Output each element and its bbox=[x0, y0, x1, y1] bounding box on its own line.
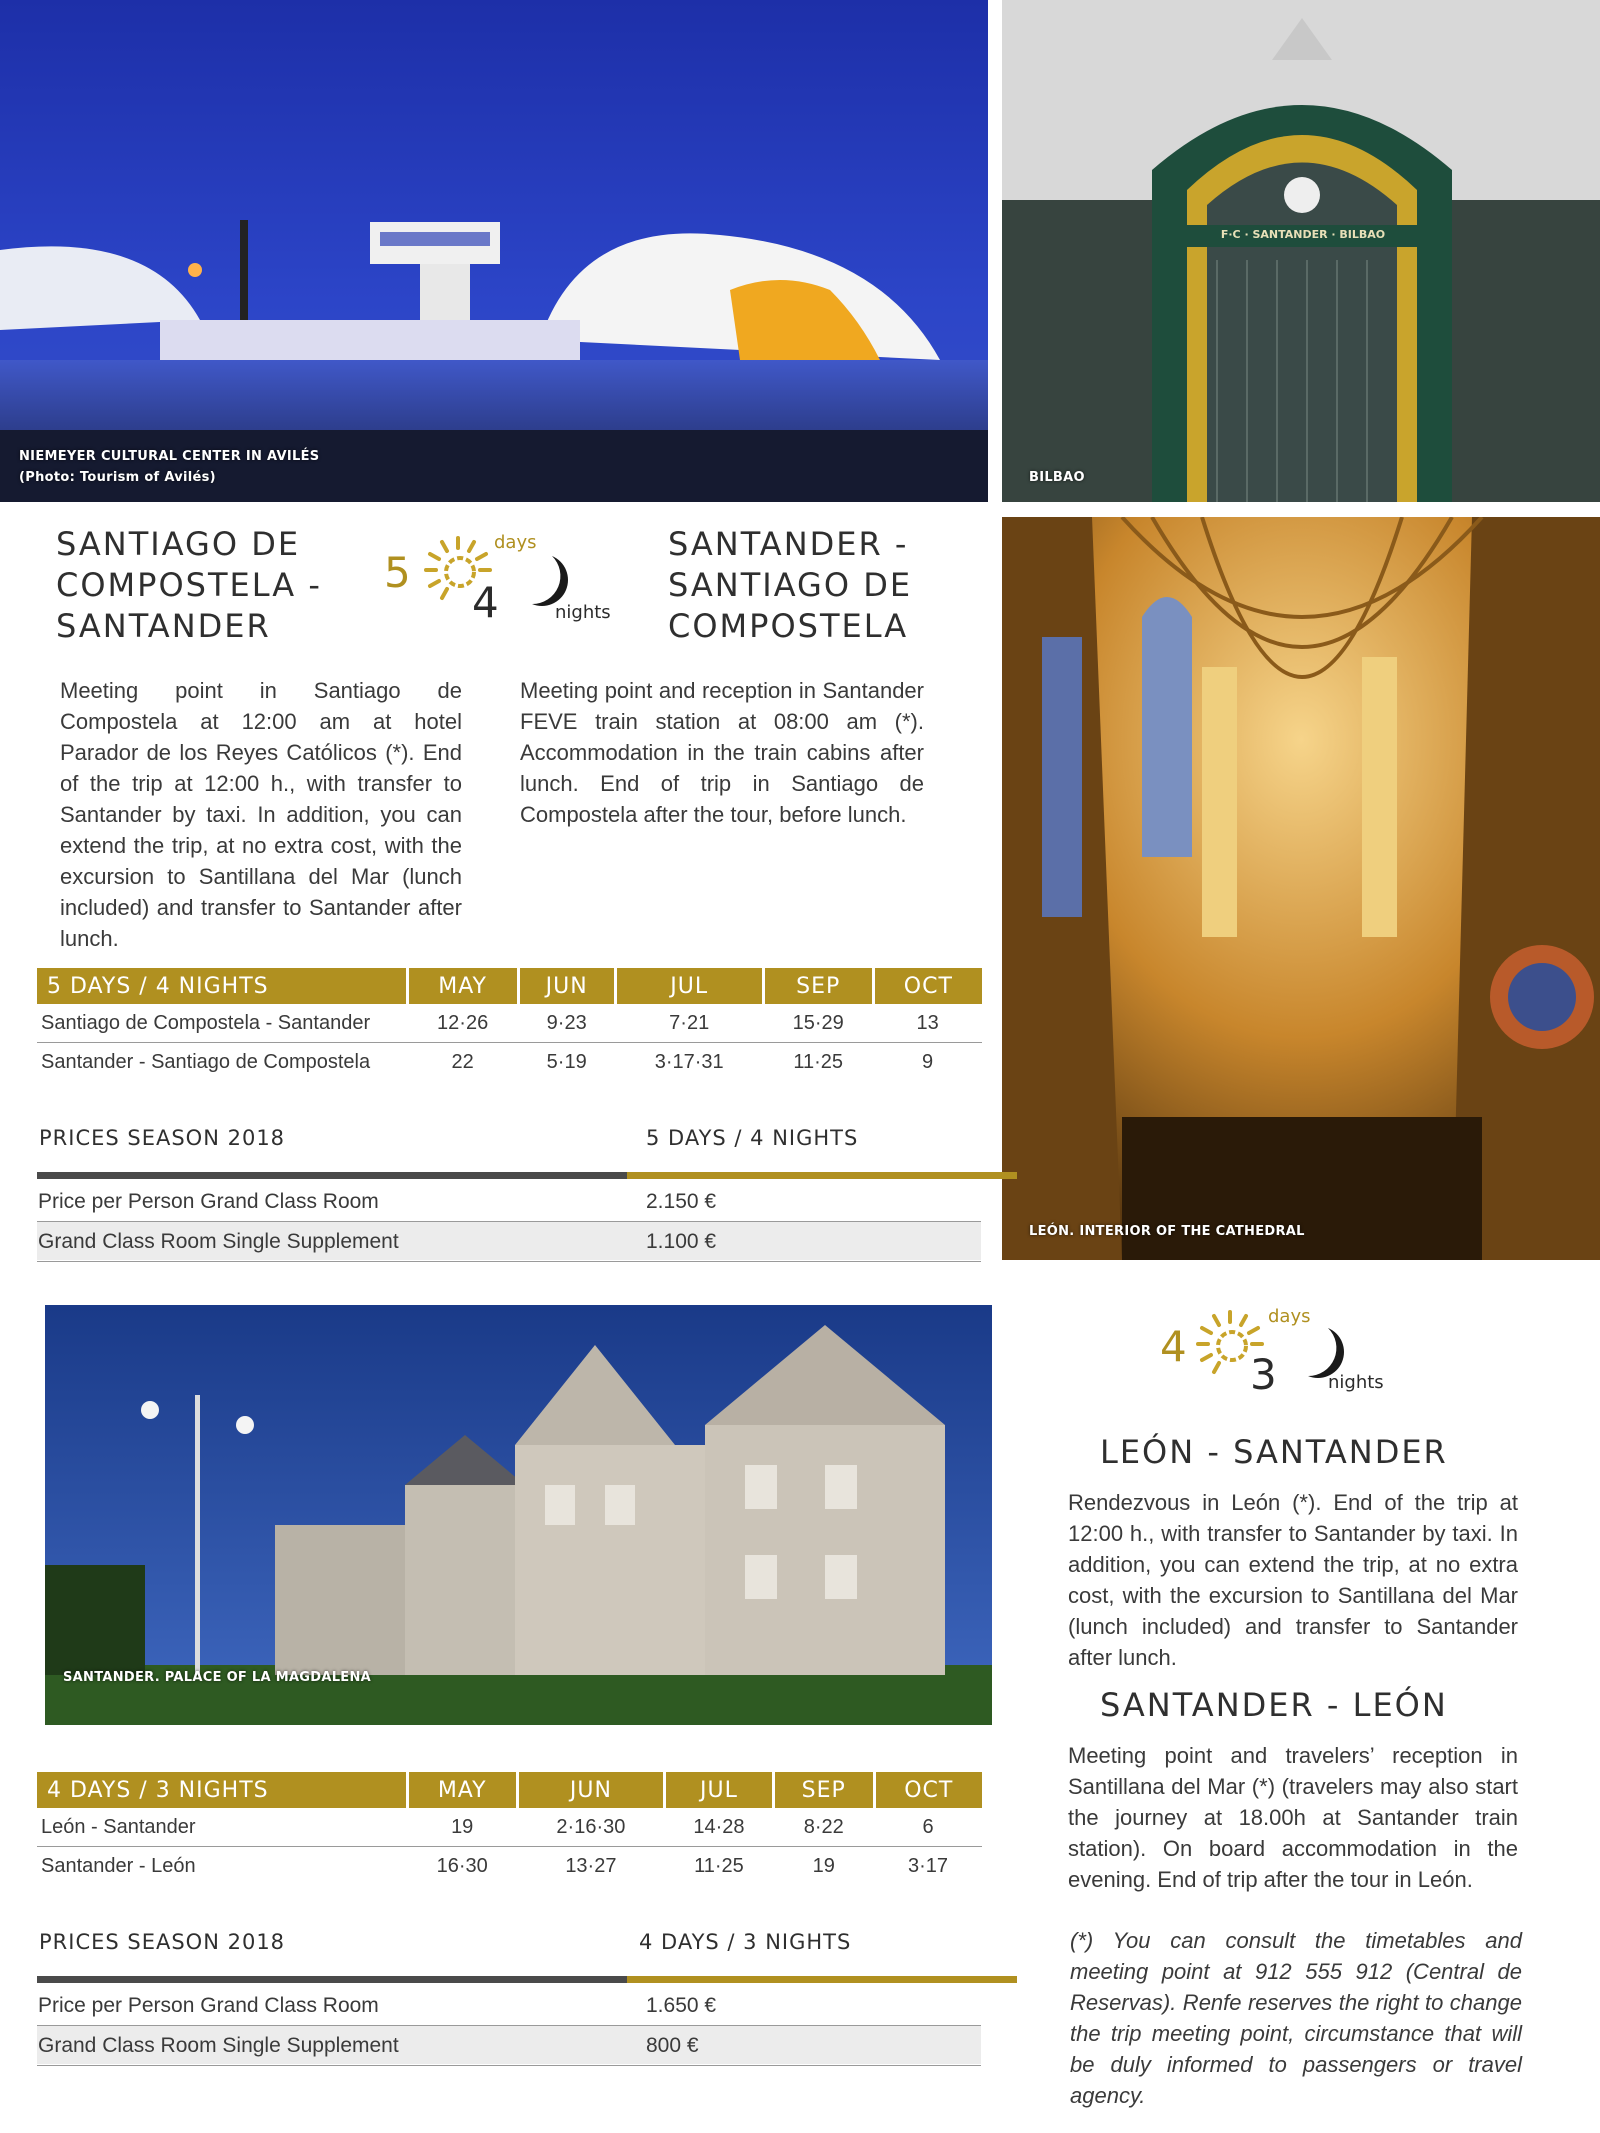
prices-divider bbox=[37, 1976, 627, 1983]
price-label: Price per Person Grand Class Room bbox=[38, 1190, 379, 1213]
photo-caption-magdalena: SANTANDER. PALACE OF LA MAGDALENA bbox=[63, 1670, 372, 1685]
nights-label: nights bbox=[555, 602, 611, 623]
nights-label: nights bbox=[1328, 1372, 1384, 1393]
duration-badge-4-days bbox=[1158, 1294, 1398, 1404]
date-cell: 19 bbox=[812, 1854, 835, 1877]
prices-table-5-days bbox=[37, 1126, 981, 1266]
route-title-santiago-santander bbox=[56, 524, 322, 647]
route-description-santiago-santander: Meeting point in Santiago de Compostela at 12:00 am at hotel Parador de los Reyes Católicos (*). End of the trip at 12:00 h., with transfer to Santander by taxi. In addition, you can extend the trip, at no extra cost, with the excursion to Santillana del Mar (lunch included) and transfer to Santander after lunch. bbox=[60, 678, 462, 951]
date-cell: 15·29 bbox=[763, 1004, 873, 1043]
route-cell: Santiago de Compostela - Santander bbox=[37, 1004, 407, 1043]
days-number: 4 bbox=[1160, 1322, 1187, 1371]
schedule-table-4-days bbox=[37, 1772, 982, 1885]
route-description-leon-santander: Rendezvous in León (*). End of the trip at 12:00 h., with transfer to Santander by taxi. In addition, you can extend the trip, at no extra cost, with the excursion to Santillana del Mar (lunch included) and transfer to Santander after lunch. bbox=[1068, 1490, 1518, 1670]
photo-caption-bilbao: BILBAO bbox=[1029, 470, 1085, 485]
row-divider bbox=[37, 2065, 981, 2066]
photo-caption-leon: LEÓN. INTERIOR OF THE CATHEDRAL bbox=[1029, 1224, 1305, 1239]
date-cell: 11·25 bbox=[694, 1854, 744, 1877]
title-line: COMPOSTELA bbox=[668, 607, 909, 645]
price-value: 1.100 € bbox=[646, 1230, 717, 1253]
month-header: JUL bbox=[615, 968, 763, 1004]
photo-niemeyer-center bbox=[0, 0, 988, 502]
photo-magdalena-palace bbox=[45, 1305, 992, 1725]
photo-caption-aviles bbox=[19, 446, 319, 488]
date-cell: 7·21 bbox=[615, 1004, 763, 1043]
prices-column-header: 4 DAYS / 3 NIGHTS bbox=[639, 1930, 852, 1954]
table-row bbox=[37, 1808, 982, 1847]
nights-number: 3 bbox=[1250, 1350, 1277, 1399]
prices-title: PRICES SEASON 2018 bbox=[39, 1930, 286, 1954]
photo-leon-cathedral bbox=[1002, 517, 1600, 1260]
date-cell: 3·17·31 bbox=[654, 1050, 724, 1073]
route-cell: Santander - León bbox=[41, 1854, 196, 1877]
route-title-santander-leon: SANTANDER - LEÓN bbox=[1100, 1686, 1448, 1724]
table-row bbox=[37, 1043, 982, 1082]
route-title-leon-santander: LEÓN - SANTANDER bbox=[1100, 1433, 1448, 1471]
days-number: 5 bbox=[384, 548, 411, 597]
station-sign: F·C · SANTANDER · BILBAO bbox=[1220, 228, 1386, 241]
route-cell: Santander - Santiago de Compostela bbox=[41, 1050, 371, 1073]
prices-divider bbox=[627, 1976, 1017, 1983]
date-cell: 9·23 bbox=[518, 1004, 615, 1043]
prices-divider bbox=[37, 1172, 627, 1179]
title-line: SANTANDER - bbox=[668, 525, 909, 563]
title-line: COMPOSTELA - bbox=[56, 566, 322, 604]
nights-number: 4 bbox=[472, 578, 499, 627]
route-description-santander-santiago: Meeting point and reception in Santander FEVE train station at 08:00 am (*). Accommodation in the train cabins after lunch. End of trip in Santiago de Compostela after the tour, before lunch. bbox=[520, 678, 924, 827]
schedule-header: 4 DAYS / 3 NIGHTS bbox=[37, 1772, 407, 1808]
title-line: SANTIAGO DE bbox=[56, 525, 301, 563]
date-cell: 3·17 bbox=[907, 1854, 949, 1877]
days-label: days bbox=[494, 532, 537, 553]
price-row bbox=[37, 2026, 981, 2064]
month-header: SEP bbox=[773, 1772, 874, 1808]
caption-line: NIEMEYER CULTURAL CENTER IN AVILÉS bbox=[19, 449, 320, 464]
photo-bilbao-station bbox=[1002, 0, 1600, 502]
month-header: JUL bbox=[664, 1772, 773, 1808]
month-header: SEP bbox=[763, 968, 873, 1004]
month-header: MAY bbox=[407, 968, 518, 1004]
price-value: 800 € bbox=[646, 2034, 699, 2057]
date-cell: 9 bbox=[922, 1050, 934, 1073]
month-header: MAY bbox=[407, 1772, 517, 1808]
title-line: SANTIAGO DE bbox=[668, 566, 913, 604]
prices-table-4-days bbox=[37, 1930, 981, 2070]
date-cell: 6 bbox=[874, 1808, 982, 1847]
prices-title: PRICES SEASON 2018 bbox=[39, 1126, 286, 1150]
route-cell: León - Santander bbox=[37, 1808, 407, 1847]
route-description-santander-leon: Meeting point and travelers’ reception in Santillana del Mar (*) (travelers may also start the journey at 18.00h at Santander train station). On board accommodation in the evening. End of trip after the tour in León. bbox=[1068, 1743, 1518, 1892]
table-row bbox=[37, 1004, 982, 1043]
price-row bbox=[37, 1222, 981, 1260]
row-divider bbox=[37, 1261, 981, 1262]
footnote-timetables: (*) You can consult the timetables and meeting point at 912 555 912 (Central de Reservas). Renfe reserves the right to change the trip meeting point, circumstance that will be duly informed to passengers or travel agency. bbox=[1070, 1928, 1522, 2108]
date-cell: 8·22 bbox=[773, 1808, 874, 1847]
month-header: JUN bbox=[518, 968, 615, 1004]
date-cell: 19 bbox=[407, 1808, 517, 1847]
table-row bbox=[37, 1847, 982, 1886]
date-cell: 12·26 bbox=[407, 1004, 518, 1043]
date-cell: 22 bbox=[451, 1050, 474, 1073]
route-title-santander-santiago bbox=[668, 524, 912, 647]
title-line: SANTANDER bbox=[56, 607, 271, 645]
schedule-header: 5 DAYS / 4 NIGHTS bbox=[37, 968, 407, 1004]
date-cell: 11·25 bbox=[793, 1050, 844, 1073]
month-header: OCT bbox=[874, 1772, 982, 1808]
price-value: 1.650 € bbox=[646, 1994, 717, 2017]
duration-badge-5-days bbox=[382, 520, 622, 630]
price-value: 2.150 € bbox=[646, 1190, 717, 1213]
price-row bbox=[37, 1182, 981, 1220]
price-label: Grand Class Room Single Supplement bbox=[38, 2034, 399, 2057]
month-header: JUN bbox=[517, 1772, 664, 1808]
prices-column-header: 5 DAYS / 4 NIGHTS bbox=[646, 1126, 859, 1150]
date-cell: 16·30 bbox=[436, 1854, 488, 1877]
date-cell: 14·28 bbox=[664, 1808, 773, 1847]
price-row bbox=[37, 1986, 981, 2024]
month-header: OCT bbox=[873, 968, 982, 1004]
schedule-table-5-days bbox=[37, 968, 982, 1081]
date-cell: 13·27 bbox=[565, 1854, 617, 1877]
date-cell: 13 bbox=[873, 1004, 982, 1043]
price-label: Grand Class Room Single Supplement bbox=[38, 1230, 399, 1253]
days-label: days bbox=[1268, 1306, 1311, 1327]
date-cell: 5·19 bbox=[546, 1050, 587, 1073]
date-cell: 2·16·30 bbox=[517, 1808, 664, 1847]
prices-divider bbox=[627, 1172, 1017, 1179]
price-label: Price per Person Grand Class Room bbox=[38, 1994, 379, 2017]
caption-line: (Photo: Tourism of Avilés) bbox=[19, 470, 216, 485]
